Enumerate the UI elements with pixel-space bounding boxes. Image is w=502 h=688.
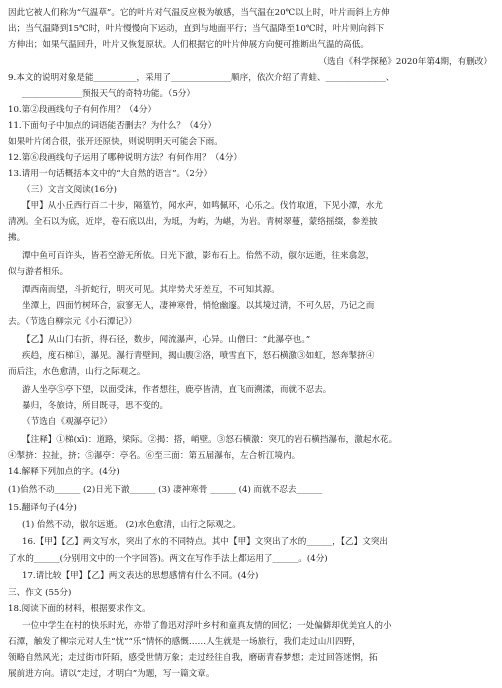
text-line: 潭中鱼可百许头，皆若空游无所依。日光下澈，影布石上。佁然不动，俶尔远逝，往来翕忽， <box>22 251 375 261</box>
text-line: 石潭，触发了柳宗元对人生“忧”“乐”情怀的感慨……人生就是一场旅行，我们走过山川四野， <box>8 637 361 647</box>
text-line: 游人坐亭⑤亭下望，以面受沫，作者想往，鹿亭皆清，直飞而溯漾，而就不忍去。 <box>22 385 332 395</box>
text-line: 11.下面句子中加点的词语能否删去？为什么？（4分） <box>8 121 217 131</box>
text-line: 13.请用一句话概括本文中的“大自然的语言”。（2分） <box>8 169 213 179</box>
text-line: 9.本文的说明对象是能__________，采用了______________顺序，依次介绍了青蛙、______________、 <box>8 73 395 83</box>
text-line: 领略自然风光；走过街市阡陌，感受世情万象；走过经往自我，磨砺青春梦想；走过回答迷惘，拓 <box>8 653 378 663</box>
text-line: （三）文言文阅读(16分) <box>22 185 117 195</box>
text-line: 如果叶片闭合很，张开还原快，则说明明天可能会下雨。 <box>8 137 223 147</box>
text-line: 【乙】从山门右折，得石径，数步，闻流瀑声，心异。山僧曰：“此瀑亭也。” <box>22 335 311 345</box>
text-line: 方伸出；如果气温回升，叶片又恢复原状。人们根据它的叶片伸展方向便可推断出气温的高低。 <box>8 40 369 50</box>
text-line: 一位中学生在村的快乐时光，亦带了鲁迅对浮叶乡村和童真友情的回忆；一处偏僻却优美宜人的小 <box>22 621 392 631</box>
text-line: 出；当气温降到15℃时，叶片慢慢向下运动，直到与地面平行；当气温降至10℃时，叶片则向斜下 <box>8 24 385 34</box>
text-line: 16.【甲】【乙】两文写水，突出了水的不同特点。其中【甲】文突出了水的______，【乙】文突出 <box>22 537 389 547</box>
text-line: 似与游者相乐。 <box>8 267 69 277</box>
text-line: 潭西南而望，斗折蛇行，明灭可见。其岸势犬牙差互，不可知其源。 <box>22 285 280 295</box>
text-line: （节选自《观瀑亭记》） <box>22 417 113 427</box>
text-line: ______________预报天气的奇特功能。（5分） <box>22 89 196 99</box>
text-line: 清冽。全石以为底，近岸，卷石底以出，为坻，为屿，为嵁，为岩。青树翠蔓，蒙络摇缀，参差披 <box>8 217 378 227</box>
text-line: 12.第⑥段画线句子运用了哪种说明方法？有何作用？（4分） <box>8 153 242 163</box>
text-line: (1) 佁然不动，俶尔远逝。 (2)水色愈清，山行之际观之。 <box>22 520 241 530</box>
text-line: 14.解释下列加点的字。(4分) <box>8 467 120 477</box>
text-line: 而后注，水色愈清，山行之际观之。 <box>8 367 146 377</box>
text-line: 三、作文 (55分) <box>8 588 72 598</box>
text-line: 展前进方向。请以“走过，才明白”为题，写一篇文章。 <box>8 669 215 679</box>
text-line: 【注释】①梯(xī)：道路，梁际。②揭：搭，峭壁。③怒石横激：突兀的岩石横挡瀑布，激起水花。 <box>22 435 398 445</box>
text-line: ④掣挤：拉扯，挤；⑤瀑亭：亭名。⑥至三面：第五届瀑布，左合析江境内。 <box>8 451 301 461</box>
text-line: 17.请比较【甲】【乙】两文表达的思想感情有什么不同。(4分) <box>22 571 259 581</box>
text-line: 拂。 <box>8 233 26 243</box>
text-line: 18.阅读下面的材料，根据要求作文。 <box>8 604 151 614</box>
text-line: 15.翻译句子(4分) <box>8 503 77 513</box>
text-line: （选自《科学探秘》2020年第4期，有删改） <box>318 57 492 67</box>
text-line: 疾趋，度石梯①，瀑见。瀑行青壁间，揭山腹②洛，喷雪直下，怒石横激③如虹，怒奔掣挤④ <box>22 351 375 361</box>
text-line: 去。（节选自柳宗元《小石潭记》） <box>8 317 137 327</box>
text-line: 因此它被人们称为“气温草”。它的叶片对气温反应极为敏感，当气温在20℃以上时，叶片而斜上方伸 <box>8 8 390 18</box>
text-line: (1)佁然不动______ (2)日光下澈______ (3) 凄神寒骨 ______ (4) 而就不忍去______ <box>8 485 323 495</box>
text-line: 坐潭上，四面竹树环合，寂寥无人，凄神寒骨，悄怆幽邃。以其境过清，不可久居，乃记之而 <box>22 301 375 311</box>
text-line: 【甲】从小丘西行百二十步，隔篁竹，闻水声，如鸣佩环，心乐之。伐竹取道，下见小潭，水尤 <box>22 201 383 211</box>
text-line: 暴归，冬旅诗，所目既寻，思不变的。 <box>22 401 169 411</box>
text-line: 了水的______(分别用文中的一个字回答)。两文在写作手法上都运用了______。(4分) <box>8 554 328 564</box>
text-line: 10.第②段画线句子有何作用？（4分） <box>8 105 157 115</box>
